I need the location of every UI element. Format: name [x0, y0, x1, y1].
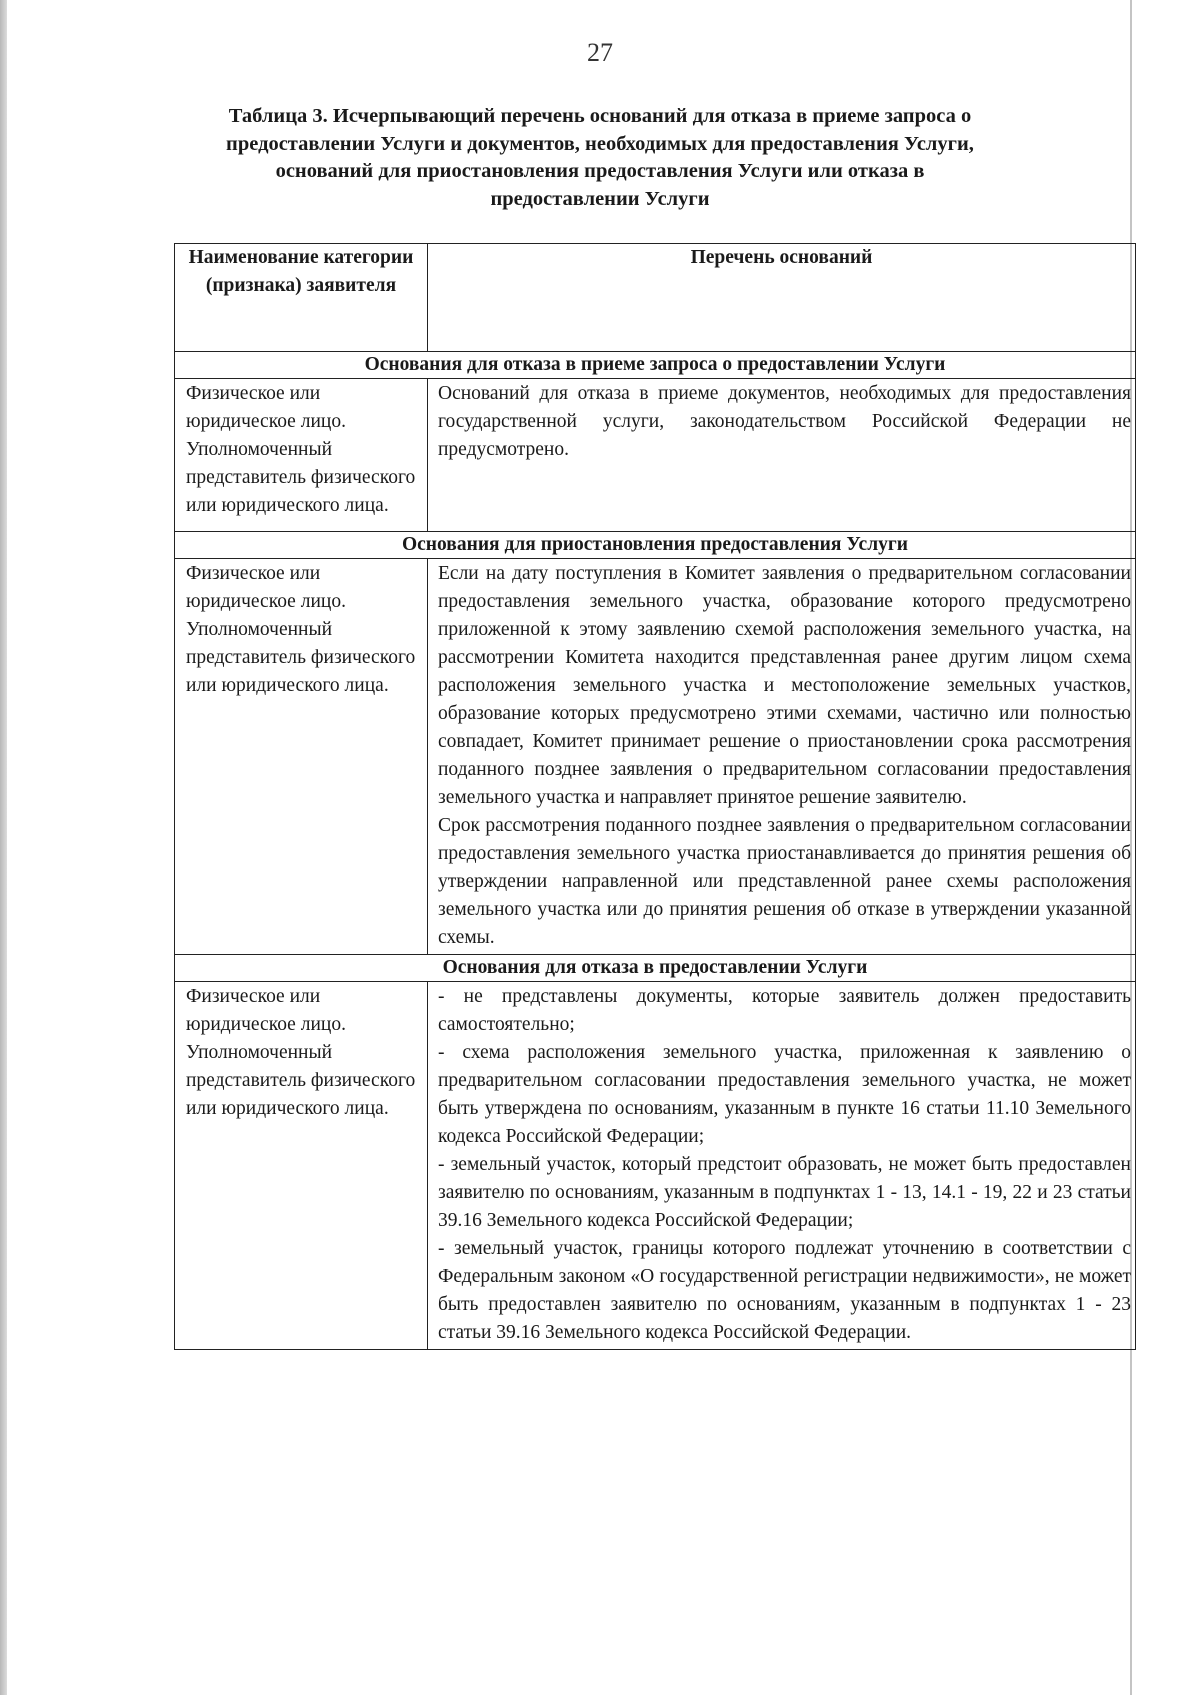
section-title-row: [175, 352, 1136, 379]
scan-left-edge: [0, 0, 7, 1695]
section-title-service-refusal: Основания для отказа в предоставлении Услуги: [175, 955, 1136, 982]
grounds-paragraph: - земельный участок, который предстоит образовать, не может быть предоставлен заявителю по основаниям, указанным в подпунктах 1 - 13, 14.1 - 19, 22 и 23 статьи 39.16 Земельного кодекса Российской Федерации;: [438, 1154, 1131, 1231]
grounds-cell: [428, 982, 1136, 1350]
grounds-paragraph: - земельный участок, границы которого подлежат уточнению в соответствии с Федеральным законом «О государственной регистрации недвижимости», не может быть предоставлен заявителю по основаниям, указанным в подпунктах 1 - 23 статьи 39.16 Земельного кодекса Российской Федерации.: [438, 1238, 1131, 1343]
section-title-reception-refusal: Основания для отказа в приеме запроса о предоставлении Услуги: [175, 352, 1136, 379]
header-category: Наименование категории (признака) заявителя: [175, 244, 428, 352]
grounds-paragraph: Если на дату поступления в Комитет заявления о предварительном согласовании предоставления земельного участка, образование которого предусмотрено приложенной к этому заявлению схемой расположения земельного участка, на рассмотрении Комитета находится представленная ранее другим лицом схема расположения земельного участка и местоположение земельных участков, образование которых предусмотрено этими схемами, частично или полностью совпадает, Комитет принимает решение о приостановлении срока рассмотрения поданного позднее заявления о предварительном согласовании предоставления земельного участка и направляет принятое решение заявителю.: [438, 563, 1131, 808]
page-number: 27: [587, 38, 613, 67]
section-title-suspension: Основания для приостановления предоставления Услуги: [175, 532, 1136, 559]
applicant-category-cell: Физическое или юридическое лицо. Уполномоченный представитель физического или юридического лица.: [175, 982, 428, 1350]
grounds-paragraph: - схема расположения земельного участка, приложенная к заявлению о предварительном согласовании предоставления земельного участка, не может быть утверждена по основаниям, указанным в пункте 16 статьи 11.10 Земельного кодекса Российской Федерации;: [438, 1042, 1131, 1147]
table-title: Таблица 3. Исчерпывающий перечень оснований для отказа в приеме запроса о предоставлении Услуги и документов, необходимых для предоставления Услуги, оснований для приостановления предоставления Услуги или отказа в предоставлении Услуги: [226, 105, 974, 210]
grounds-paragraph: Срок рассмотрения поданного позднее заявления о предварительном согласовании предоставления земельного участка приостанавливается до принятия решения об утверждении направленной или представленной ранее схемы расположения земельного участка или до принятия решения об отказе в утверждении указанной схемы.: [438, 815, 1131, 948]
grounds-table: [174, 243, 1136, 1350]
table-row: [175, 379, 1136, 532]
header-grounds: Перечень оснований: [428, 244, 1136, 352]
grounds-paragraph: Оснований для отказа в приеме документов, необходимых для предоставления государственной услуги, законодательством Российской Федерации не предусмотрено.: [438, 383, 1131, 460]
table-header-row: [175, 244, 1136, 352]
table-row: [175, 559, 1136, 955]
applicant-category-cell: Физическое или юридическое лицо. Уполномоченный представитель физического или юридического лица.: [175, 559, 428, 955]
grounds-paragraph: - не представлены документы, которые заявитель должен предоставить самостоятельно;: [438, 986, 1131, 1035]
section-title-row: [175, 955, 1136, 982]
grounds-cell: [428, 559, 1136, 955]
table-row: [175, 982, 1136, 1350]
section-title-row: [175, 532, 1136, 559]
applicant-category-cell: Физическое или юридическое лицо. Уполномоченный представитель физического или юридического лица.: [175, 379, 428, 532]
grounds-cell: [428, 379, 1136, 532]
